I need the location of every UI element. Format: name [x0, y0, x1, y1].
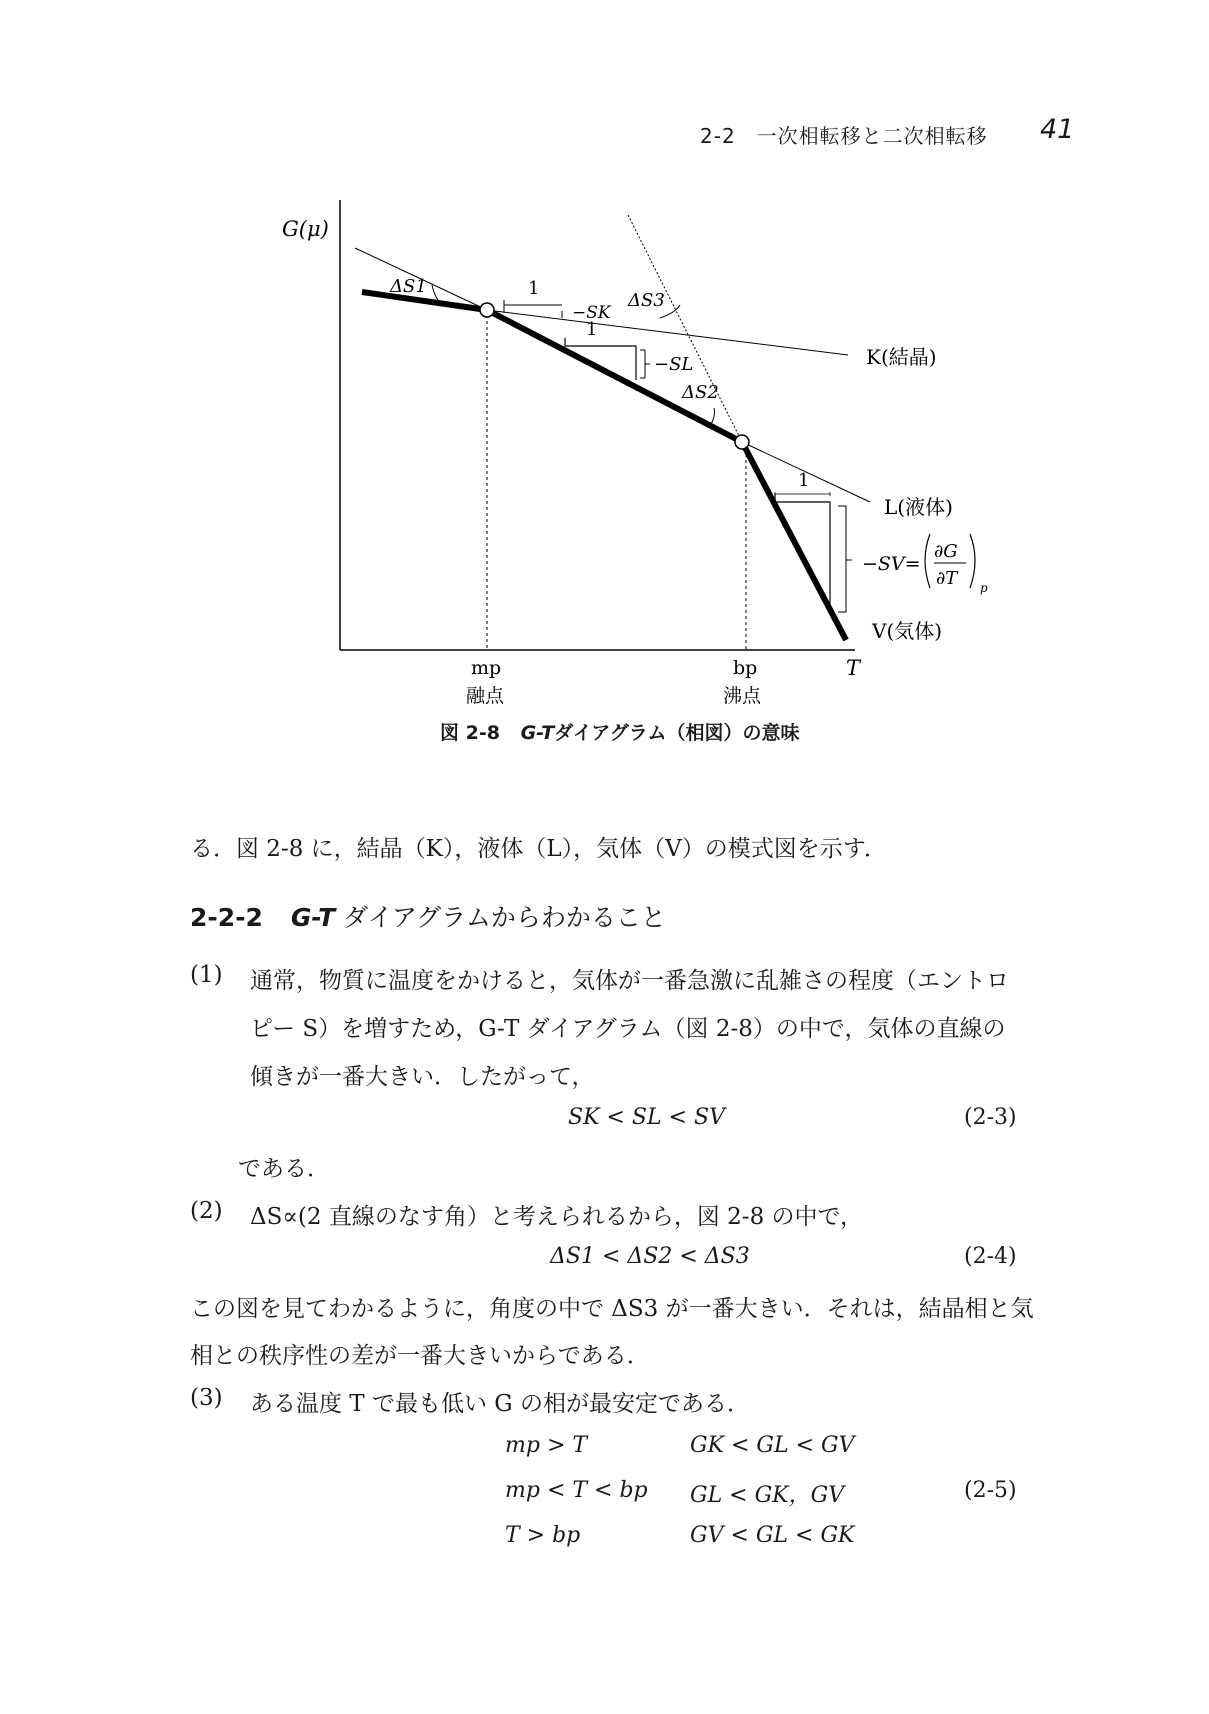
- equation-number-2-3: (2-3): [964, 1105, 1017, 1130]
- delta-s1-label: ΔS1: [390, 276, 427, 297]
- equation-2-3: SK < SL < SV: [568, 1105, 725, 1130]
- line-k-label: K(結晶): [866, 345, 937, 369]
- mp-jp-label: 融点: [466, 685, 505, 707]
- mp-label: mp: [471, 657, 502, 679]
- dg-label: ∂G: [934, 541, 958, 562]
- minus-sk-label: −SK: [572, 303, 611, 323]
- item1-line3: 傾きが一番大きい．したがって，: [250, 1064, 595, 1090]
- page-number: 41: [1040, 114, 1075, 145]
- item1-line1: 通常，物質に温度をかけると，気体が一番急激に乱雑さの程度（エントロ: [250, 968, 1009, 994]
- line-l-bold: [487, 310, 742, 442]
- delta-s3-label: ΔS3: [628, 290, 665, 311]
- order-row-1: GK < GL < GV: [690, 1433, 855, 1458]
- unit-label-v: 1: [798, 470, 810, 491]
- gt-diagram: [0, 0, 1209, 760]
- line-v-ext: [628, 215, 742, 442]
- order-row-3: GV < GL < GK: [690, 1523, 855, 1548]
- bp-jp-label: 沸点: [723, 685, 762, 707]
- paren-left: [925, 534, 930, 588]
- equation-2-4: ΔS1 < ΔS2 < ΔS3: [550, 1244, 750, 1269]
- unit-label-k: 1: [528, 278, 540, 299]
- order-row-2: GL < GK，GV: [690, 1483, 845, 1508]
- p-subscript: p: [980, 581, 988, 595]
- item3-number: (3): [190, 1385, 223, 1411]
- item2-number: (2): [190, 1198, 223, 1224]
- section-heading: [190, 898, 666, 934]
- line-k: [487, 310, 848, 355]
- cond-row-3: T > bp: [505, 1523, 581, 1548]
- item1-tail: である．: [238, 1156, 330, 1182]
- item2-after2: 相との秩序性の差が一番大きいからである．: [190, 1343, 650, 1369]
- unit-mark-v: [775, 492, 830, 496]
- cond-row-1: mp > T: [505, 1433, 588, 1458]
- line-v-label: V(気体): [872, 619, 943, 643]
- minus-sl-label: −SL: [654, 354, 694, 375]
- brace-l: [640, 350, 650, 378]
- paren-right: [970, 534, 975, 588]
- equation-number-2-4: (2-4): [964, 1244, 1017, 1269]
- x-axis-label: T: [846, 656, 861, 680]
- delta-s2-label: ΔS2: [682, 382, 719, 403]
- brace-v: [838, 506, 852, 612]
- minus-sv-label: −SV=: [862, 553, 921, 575]
- equation-number-2-5: (2-5): [964, 1478, 1017, 1503]
- figure-caption: [440, 718, 800, 745]
- item1-line2: ピー S）を増すため，G-T ダイアグラム（図 2-8）の中で，気体の直線の: [250, 1016, 1006, 1042]
- item2-line1: ΔS∝(2 直線のなす角）と考えられるから，図 2-8 の中で，: [250, 1204, 864, 1230]
- intro-line: る．図 2-8 に，結晶（K），液体（L），気体（V）の模式図を示す．: [190, 836, 887, 862]
- caption-prefix: 図 2-8: [440, 722, 500, 744]
- line-l-label: L(液体): [884, 495, 953, 519]
- item1-number: (1): [190, 962, 223, 988]
- heading-text: ダイアグラムからわかること: [343, 903, 666, 932]
- running-header-title: 2-2 一次相転移と二次相転移: [700, 124, 988, 148]
- caption-rest: ダイアグラム（相図）の意味: [554, 722, 800, 744]
- item2-after1: この図を見てわかるように，角度の中で ΔS3 が一番大きい．それは，結晶相と気: [190, 1296, 1034, 1322]
- y-axis-label: G(μ): [282, 217, 329, 241]
- bp-label: bp: [733, 657, 758, 679]
- item3-line1: ある温度 T で最も低い G の相が最安定である．: [250, 1391, 750, 1417]
- dt-label: ∂T: [936, 568, 958, 589]
- melting-point-marker: [480, 303, 494, 317]
- heading-gt: G-T: [290, 903, 336, 932]
- heading-number: 2-2-2: [190, 903, 263, 932]
- cond-row-2: mp < T < bp: [505, 1478, 648, 1503]
- unit-label-l: 1: [586, 319, 598, 340]
- boiling-point-marker: [735, 435, 749, 449]
- caption-gt: G-T: [520, 722, 555, 744]
